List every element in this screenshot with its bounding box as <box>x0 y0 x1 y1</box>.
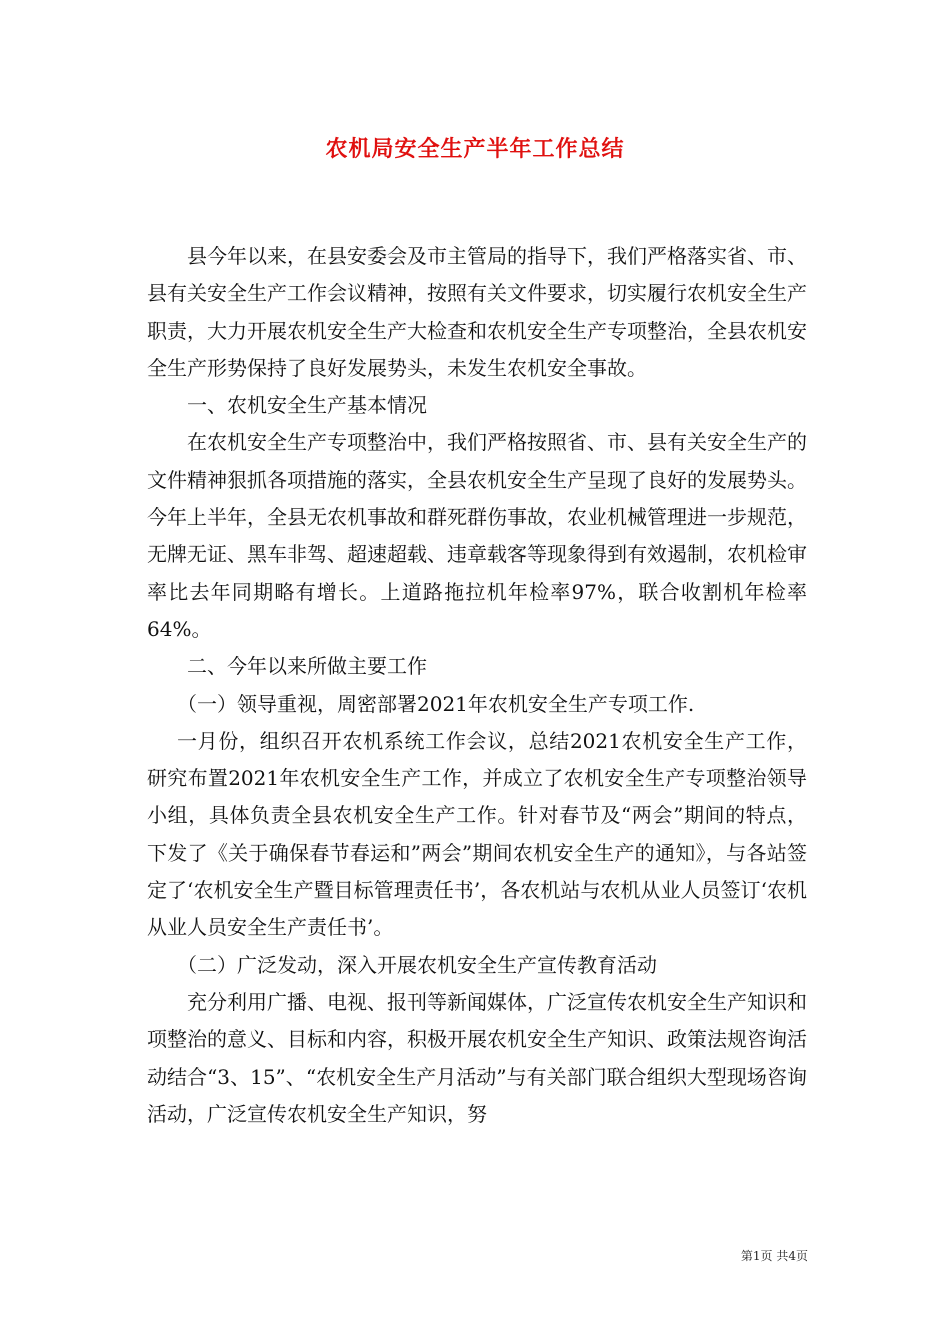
paragraph-january-work: 一月份，组织召开农机系统工作会议，总结2021农机安全生产工作，研究布置2021年农机安全生产工作，并成立了农机安全生产专项整治领导小组，具体负责全县农机安全生产工作。针对春节及“两会”期间的特点，下发了《关于确保春节春运和”两会”期间农机安全生产的通知》，与各站签定了‘农机安全生产暨目标管理责任书’，各农机站与农机从业人员签订‘农机从业人员安全生产责任书’。 <box>147 728 807 940</box>
paragraph-publicity: 充分利用广播、电视、报刊等新闻媒体，广泛宣传农机安全生产知识和项整治的意义、目标和内容，积极开展农机安全生产知识、政策法规咨询活动结合“3、15”、“农机安全生产月活动”与有关部门联合组织大型现场咨询活动，广泛宣传农机安全生产知识，努 <box>147 989 807 1126</box>
subsection-heading-2: （二）广泛发动，深入开展农机安全生产宣传教育活动 <box>177 952 657 977</box>
paragraph-basic-situation: 在农机安全生产专项整治中，我们严格按照省、市、县有关安全生产的文件精神狠抓各项措施的落实，全县农机安全生产呈现了良好的发展势头。今年上半年，全县无农机事故和群死群伤事故，农业机械管理进一步规范，无牌无证、黑车非驾、超速超载、违章载客等现象得到有效遏制，农机检审率比去年同期略有增长。上道路拖拉机年检率97%，联合收割机年检率64%。 <box>147 430 807 641</box>
section-heading-1: 一、农机安全生产基本情况 <box>187 393 427 418</box>
section-heading-2: 二、今年以来所做主要工作 <box>187 654 427 679</box>
subsection-heading-1: （一）领导重视，周密部署2021年农机安全生产专项工作. <box>177 691 695 716</box>
page-number-footer: 第1页 共4页 <box>740 1249 808 1263</box>
document-title: 农机局安全生产半年工作总结 <box>325 136 625 162</box>
document-body <box>147 238 807 1133</box>
paragraph-intro: 县今年以来，在县安委会及市主管局的指导下，我们严格落实省、市、县有关安全生产工作会议精神，按照有关文件要求，切实履行农机安全生产职责，大力开展农机安全生产大检查和农机安全生产专项整治，全县农机安全生产形势保持了良好发展势头，未发生农机安全事故。 <box>147 244 807 380</box>
